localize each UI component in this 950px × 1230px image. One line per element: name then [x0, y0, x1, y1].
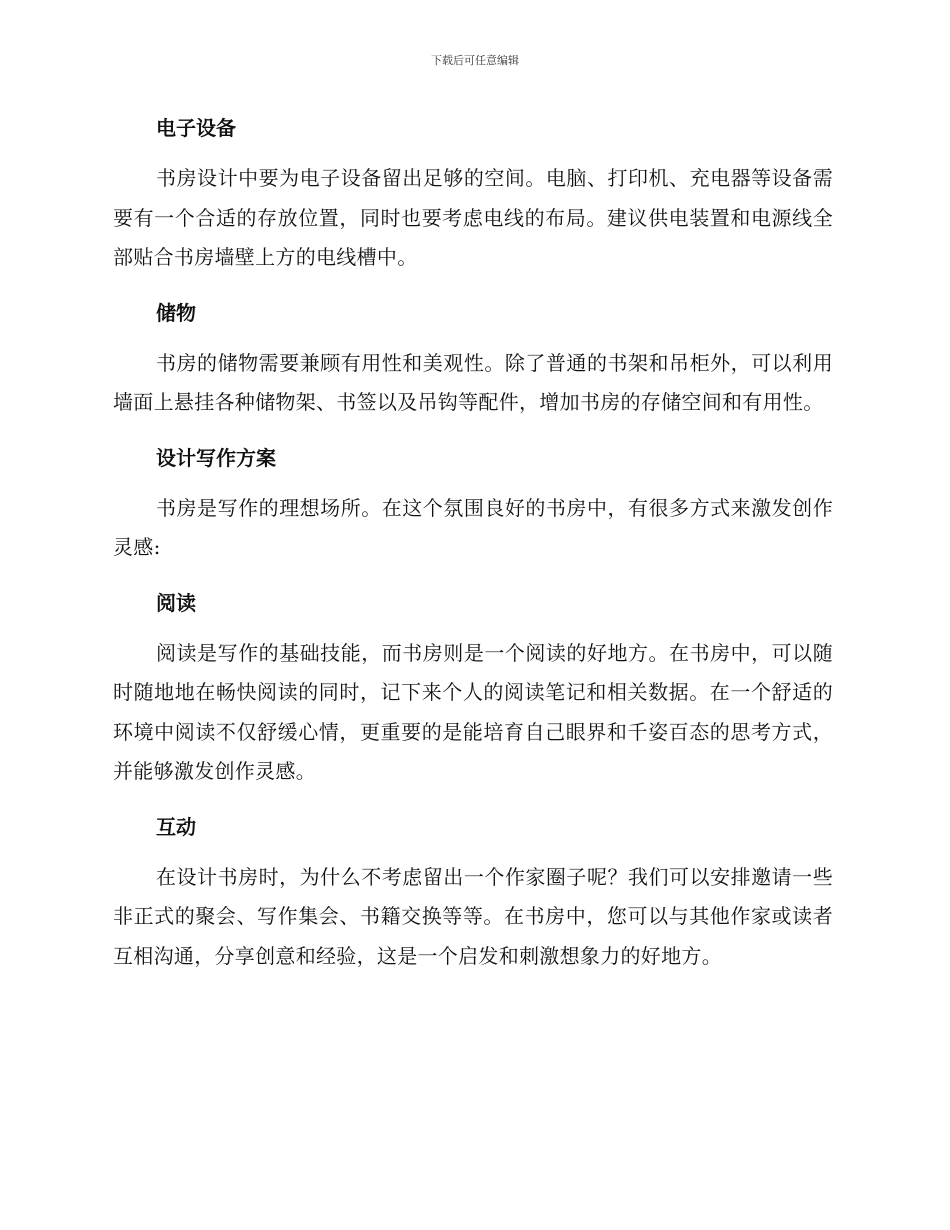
section-heading: 设计写作方案 — [156, 445, 276, 470]
section-storage — [113, 293, 833, 423]
section-writing-plan — [113, 438, 833, 568]
section-paragraph: 书房的储物需要兼顾有用性和美观性。除了普通的书架和吊柜外，可以利用墙面上悬挂各种储物架、书签以及吊钩等配件，增加书房的存储空间和有用性。 — [113, 350, 833, 414]
section-interaction — [113, 807, 833, 977]
section-paragraph: 阅读是写作的基础技能，而书房则是一个阅读的好地方。在书房中，可以随时随地地在畅快阅读的同时，记下来个人的阅读笔记和相关数据。在一个舒适的环境中阅读不仅舒缓心情，更重要的是能培育自己眼界和千姿百态的思考方式，并能够激发创作灵感。 — [113, 640, 833, 783]
section-heading: 阅读 — [156, 590, 196, 615]
page-header: 下载后可任意编辑 — [431, 54, 519, 67]
section-heading: 储物 — [156, 300, 196, 325]
document-body — [113, 108, 833, 991]
section-reading — [113, 583, 833, 792]
section-paragraph: 书房是写作的理想场所。在这个氛围良好的书房中，有很多方式来激发创作灵感: — [113, 495, 833, 559]
section-heading: 互动 — [156, 814, 196, 839]
section-paragraph: 在设计书房时，为什么不考虑留出一个作家圈子呢？我们可以安排邀请一些非正式的聚会、写作集会、书籍交换等等。在书房中，您可以与其他作家或读者互相沟通，分享创意和经验，这是一个启发和刺激想象力的好地方。 — [113, 864, 833, 968]
section-heading: 电子设备 — [156, 116, 236, 140]
section-electronics — [113, 108, 833, 278]
section-paragraph: 书房设计中要为电子设备留出足够的空间。电脑、打印机、充电器等设备需要有一个合适的存放位置，同时也要考虑电线的布局。建议供电装置和电源线全部贴合书房墙壁上方的电线槽中。 — [113, 166, 833, 269]
